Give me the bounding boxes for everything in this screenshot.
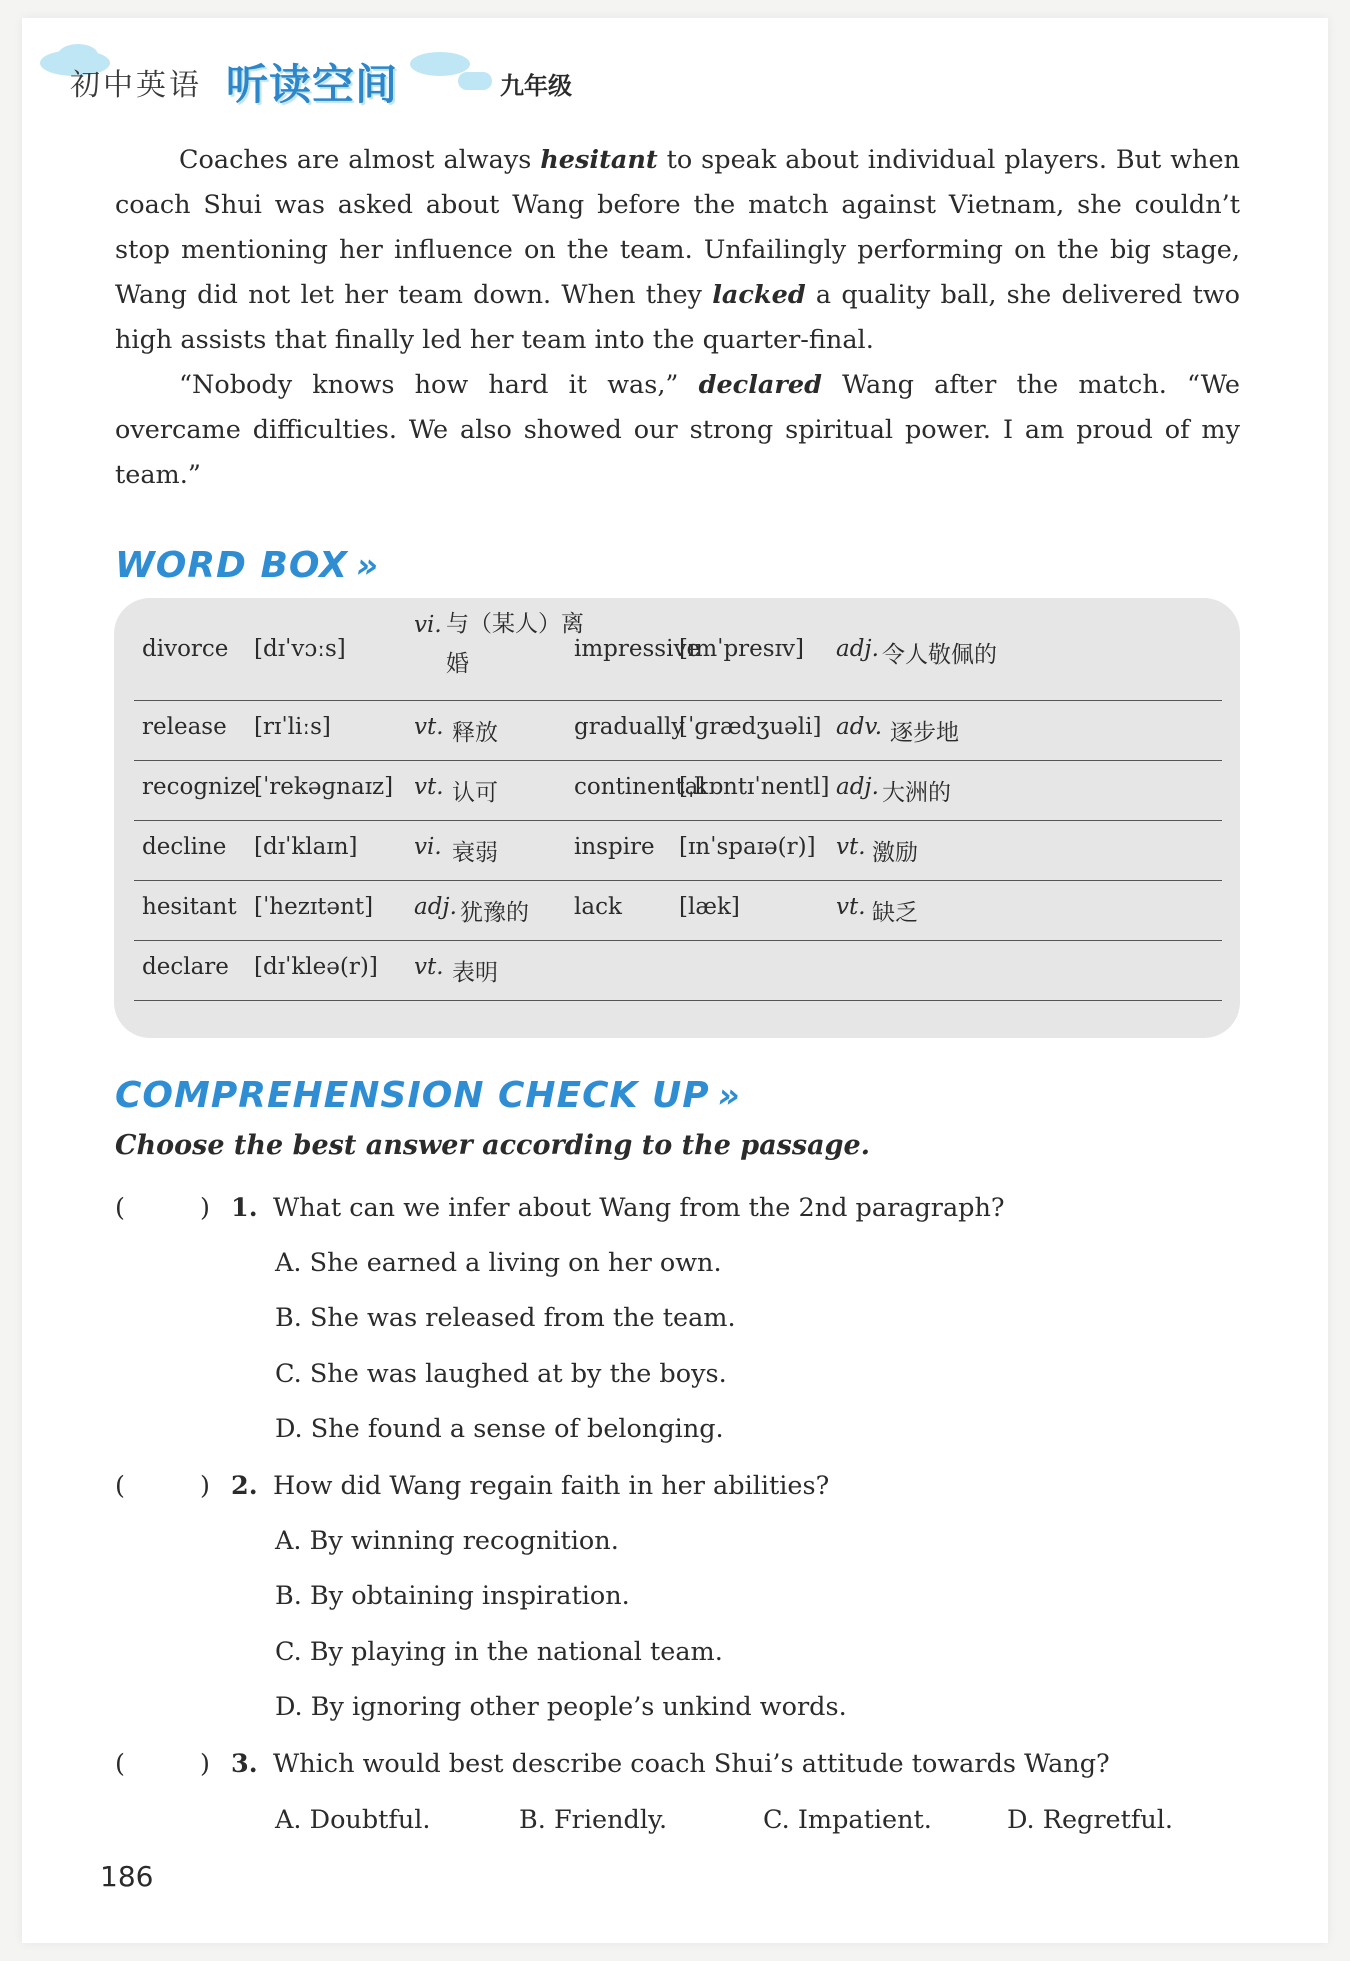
cloud-decoration xyxy=(410,52,470,76)
answer-option[interactable]: B. By obtaining inspiration. xyxy=(275,1581,630,1611)
word-box-title xyxy=(115,545,379,586)
meaning: 认可 xyxy=(452,780,498,806)
grade-label: 九年级 xyxy=(500,72,572,100)
question-number: 1. xyxy=(231,1193,258,1223)
phonetic: [dɪˈklaɪn] xyxy=(254,834,358,860)
answer-option[interactable]: A. She earned a living on her own. xyxy=(275,1248,722,1278)
key-word: declared xyxy=(698,370,822,400)
reading-passage xyxy=(115,138,1240,498)
section-title-text: COMPREHENSION CHECK UP xyxy=(115,1075,710,1116)
question xyxy=(115,1193,1265,1444)
question-text: How did Wang regain faith in her abilities? xyxy=(273,1471,830,1501)
part-of-speech: adj. xyxy=(836,636,879,662)
key-word: hesitant xyxy=(540,145,658,175)
part-of-speech: vt. xyxy=(414,774,444,800)
answer-option[interactable]: A. By winning recognition. xyxy=(275,1526,619,1556)
answer-option[interactable]: D. By ignoring other people’s unkind words. xyxy=(275,1692,847,1722)
part-of-speech: vt. xyxy=(836,834,866,860)
part-of-speech: vt. xyxy=(414,714,444,740)
question xyxy=(115,1749,1265,1849)
brand-logo-text: 听读空间 xyxy=(226,60,399,109)
part-of-speech: vt. xyxy=(836,894,866,920)
word: release xyxy=(142,714,227,740)
word: hesitant xyxy=(142,894,237,920)
instruction: Choose the best answer according to the passage. xyxy=(115,1130,871,1161)
phonetic: [ɪmˈpresɪv] xyxy=(679,636,804,662)
paragraph-text: Wang after the match. “We overcame difficulties. We also showed our strong spiritual power. I am proud of my team.” xyxy=(115,370,1240,490)
answer-option[interactable]: C. She was laughed at by the boys. xyxy=(275,1359,727,1389)
word: continental xyxy=(574,774,706,800)
word: recognize xyxy=(142,774,256,800)
question-text: Which would best describe coach Shui’s attitude towards Wang? xyxy=(273,1749,1110,1779)
word-box xyxy=(114,598,1240,1038)
double-chevron-icon: » xyxy=(355,546,380,586)
answer-blank-open[interactable]: ( xyxy=(115,1749,125,1779)
meaning: 表明 xyxy=(452,960,498,986)
paragraph xyxy=(115,138,1240,363)
phonetic: [ˈhezɪtənt] xyxy=(254,894,374,920)
grade-cloud-icon xyxy=(458,72,492,90)
word-row xyxy=(134,598,1222,701)
part-of-speech: vi. xyxy=(414,612,442,638)
phonetic: [ˌkɒntɪˈnentl] xyxy=(679,774,830,800)
meaning: 令人敬佩的 xyxy=(882,642,997,668)
meaning: 缺乏 xyxy=(872,900,918,926)
word: inspire xyxy=(574,834,655,860)
page-header xyxy=(40,44,740,114)
word-row xyxy=(134,820,1222,881)
paragraph-text: Coaches are almost always xyxy=(179,145,541,175)
phonetic: [ɪnˈspaɪə(r)] xyxy=(679,834,816,860)
page-number: 186 xyxy=(100,1860,154,1893)
answer-option[interactable]: C. Impatient. xyxy=(763,1805,932,1835)
word: declare xyxy=(142,954,229,980)
word-row xyxy=(134,880,1222,941)
phonetic: [ˈɡrædʒuəli] xyxy=(679,714,822,740)
question-number: 3. xyxy=(231,1749,258,1779)
answer-option[interactable]: A. Doubtful. xyxy=(275,1805,431,1835)
answer-option[interactable]: C. By playing in the national team. xyxy=(275,1637,723,1667)
answer-option[interactable]: D. Regretful. xyxy=(1007,1805,1174,1835)
phonetic: [dɪˈkleə(r)] xyxy=(254,954,378,980)
paragraph-text: “Nobody knows how hard it was,” xyxy=(179,370,699,400)
meaning: 逐步地 xyxy=(890,720,959,746)
answer-blank-close[interactable]: ) xyxy=(200,1749,210,1779)
meaning: 释放 xyxy=(452,720,498,746)
answer-option[interactable]: B. She was released from the team. xyxy=(275,1303,736,1333)
phonetic: [ˈrekəɡnaɪz] xyxy=(254,774,394,800)
word: decline xyxy=(142,834,227,860)
phonetic: [rɪˈliːs] xyxy=(254,714,331,740)
word-row xyxy=(134,940,1222,1001)
phonetic: [dɪˈvɔːs] xyxy=(254,636,346,662)
word: impressive xyxy=(574,636,701,662)
question-text: What can we infer about Wang from the 2nd paragraph? xyxy=(273,1193,1005,1223)
word: gradually xyxy=(574,714,685,740)
part-of-speech: adj. xyxy=(414,894,457,920)
word: lack xyxy=(574,894,622,920)
key-word: lacked xyxy=(712,280,806,310)
question-number: 2. xyxy=(231,1471,258,1501)
meaning: 激励 xyxy=(872,840,918,866)
question xyxy=(115,1471,1265,1722)
meaning: 大洲的 xyxy=(882,780,951,806)
part-of-speech: vi. xyxy=(414,834,442,860)
word: divorce xyxy=(142,636,229,662)
meaning: 衰弱 xyxy=(452,840,498,866)
answer-option[interactable]: D. She found a sense of belonging. xyxy=(275,1414,724,1444)
phonetic: [læk] xyxy=(679,894,740,920)
series-title: 初中英语 xyxy=(70,68,202,103)
meaning: 与（某人）离婚 xyxy=(446,611,584,677)
paragraph xyxy=(115,363,1240,498)
answer-blank-open[interactable]: ( xyxy=(115,1193,125,1223)
answer-blank-close[interactable]: ) xyxy=(200,1193,210,1223)
part-of-speech: adv. xyxy=(836,714,883,740)
word-row xyxy=(134,700,1222,761)
paragraph-text: a quality ball, she delivered two high assists that finally led her team into the quarter-final. xyxy=(115,280,1241,355)
answer-option[interactable]: B. Friendly. xyxy=(519,1805,668,1835)
part-of-speech: vt. xyxy=(414,954,444,980)
answer-blank-open[interactable]: ( xyxy=(115,1471,125,1501)
part-of-speech: adj. xyxy=(836,774,879,800)
double-chevron-icon: » xyxy=(717,1076,741,1116)
paragraph-text: to speak about individual players. But when coach Shui was asked about Wang before the match against Vietnam, she couldn’t stop mentioning her influence on the team. Unfailingly performing on the big stage, Wang did not let her team down. When they xyxy=(115,145,1240,310)
answer-blank-close[interactable]: ) xyxy=(200,1471,210,1501)
word-row xyxy=(134,760,1222,821)
meaning: 犹豫的 xyxy=(460,900,529,926)
comprehension-title xyxy=(115,1075,741,1116)
section-title-text: WORD BOX xyxy=(115,545,348,586)
